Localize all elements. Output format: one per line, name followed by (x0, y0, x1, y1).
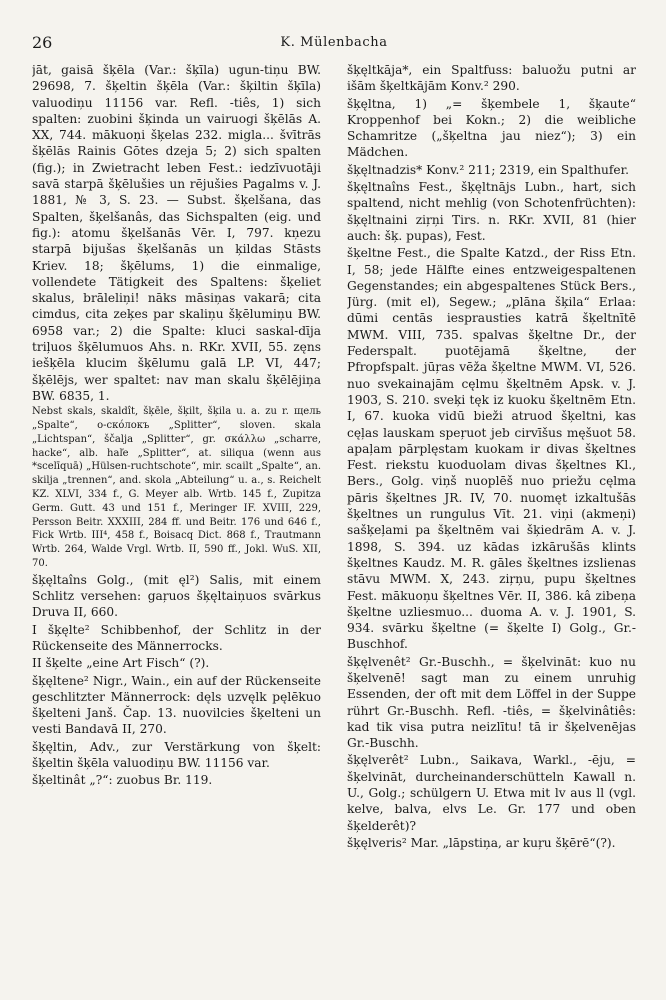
dictionary-entry: šķęltaîns Golg., (mit ęl²) Salis, mit einem Schlitz versehen: gaŗuos šķęltaiņuos svārkus Druva II, 660. (32, 572, 321, 620)
dictionary-entry: šķęltkāja*, ein Spaltfuss: baluožu putni ar išām šķeltkājām Konv.² 290. (347, 63, 636, 94)
dictionary-entry: šķęlveris² Mar. „lāpstiņa, ar kuŗu šķērē“(?). (347, 835, 616, 850)
dictionary-entry: šķęlvenêt² Gr.-Buschh., = šķelvināt: kuo nu šķelvenē! sagt man zu einem unruhig Essenden, der oft mit dem Löffel in der Suppe rührt Gr.-Buschh. Refl. -tiês, = šķelvinâtiês: kad tik visa putra neizlītu! tā ir šķelvenējas Gr.-Buschh. (347, 654, 636, 751)
dictionary-entry: I šķęlte² Schibbenhof, der Schlitz in der Rückenseite des Männerrocks. (32, 622, 321, 653)
page-header (32, 30, 636, 54)
left-column (32, 62, 321, 990)
page-body (32, 62, 636, 990)
dictionary-entry: šķęltna, 1) „= šķembele 1, šķaute“ Kroppenhof bei Kokn.; 2) die weibliche Schamritze („šķeltna jau niez“); 3) ein Mädchen. (347, 96, 636, 160)
dictionary-entry: šķeltne Fest., die Spalte Katzd., der Riss Etn. I, 58; jede Hälfte eines entzweigespaltenen Gegenstandes; ein abgespaltenes Stück Bers., Jürg. (mit el), Segew.; „plāna šķila“ Erlaa: dūmi centās iesprausties katrā šķeltnītē MWM. VIII, 735. spalvas šķeltne Dr., der Federspalt. puotējamā šķeltne, der Pfropfspalt. jūŗas vēža šķeltne MWM. VI, 526. nuo svekainajām cęlmu šķeltnēm Apsk. v. J. 1903, S. 210. sveķi tęk iz kuoku šķeltnēm Etn. I, 67. kuoka vidū bieži atruod šķeltni, kas cęļas lauskam speŗuot jeb cirvīšus męšuot 58. apaļam pārplęstam kuokam ir divas šķeltnes Fest. riekstu kuoduolam divas šķeltnes Kl., Bers., Golg. viņš nuoplēš nuo priežu cęlma pāris šķeltnes JR. IV, 70. nuomęt izkaltušās šķeltnes un rungulus Vīt. 21. viņi (akmeņi) sašķeļami pa šķeltnēm vai šķiedrām A. v. J. 1898, S. 394. uz kādas izkārušās klints šķeltnes Kaudz. M. R. gāles šķeltnes izslienas stāvu MWM. X, 243. ziŗņu, pupu šķeltnes Fest. mākuoņu šķeltnes Vēr. II, 386. kâ zibeņa šķeltne uzliesmuo... duoma A. v. J. 1901, S. 934. svārku šķeltne (= šķelte I) Golg., Gr.-Buschhof. (347, 246, 636, 652)
page-number: 26 (32, 32, 53, 52)
dictionary-entry: šķęltnaîns Fest., šķęltnājs Lubn., hart, sich spaltend, nicht mehlig (von Schotenfrüchten): šķęltnaini ziŗņi Tirs. n. RKr. XVII, 81 (hier auch: šķ. pupas), Fest. (347, 180, 636, 243)
dictionary-entry: šķęlverêt² Lubn., Saikava, Warkl., -ēju, = šķelvināt, durcheinanderschütteln Kawall n. U., Golg.; schülgern U. Etwa mit lv aus ll (vgl. kelve, balva, elvs Le. Gr. 177 und oben šķelderêt)? (347, 753, 636, 833)
right-column (347, 62, 636, 990)
dictionary-entry: II šķelte „eine Art Fisch“ (?). (32, 656, 210, 671)
dictionary-entry: šķęltnadzis* Konv.² 211; 2319, ein Spalthufer. (347, 162, 629, 177)
dictionary-entry: Nebst skals, skaldît, šķēle, šķilt, šķila u. a. zu r. щель „Spalte“, о-скóлокъ „Splitter“, sloven. skala „Lichtspan“, ščalja „Splitter“, gr. σκάλλω „scharre, hacke“, alb. haľe „Splitter“, at. siliqua (wenn aus *scelīquā) „Hülsen-ruchtschote“, mir. scailt „Spalte“, an. skilja „trennen“, and. skola „Abteilung“ u. a., s. Reichelt KZ. XLVI, 334 f., G. Meyer alb. Wrtb. 145 f., Zupitza Germ. Gutt. 43 und 151 f., Meringer IF. XVIII, 229, Persson Beitr. XXXIII, 284 ff. und Beitr. 176 und 646 f., Fick Wrtb. III⁴, 458 f., Boisacq Dict. 868 f., Trautmann Wrtb. 264, Walde Vrgl. Wrtb. II, 590 ff., Jokl. WuS. XII, 70. (32, 406, 321, 569)
running-head: K. Mülenbacha (280, 34, 388, 50)
dictionary-entry: šķęltin, Adv., zur Verstärkung von šķelt: šķeltin šķēla valuodiņu BW. 11156 var. (32, 739, 321, 771)
dictionary-entry: šķęltene² Nigr., Wain., ein auf der Rückenseite geschlitzter Männerrock: dęls uzvęlk pęlēkuo šķelteni Janš. Čap. 13. nuovilcies šķelteni un vesti Bandavā II, 270. (32, 673, 321, 737)
dictionary-entry: šķeltinât „?“: zuobus Br. 119. (32, 773, 213, 788)
dictionary-entry: jāt, gaisā šķēla (Var.: šķīla) ugun-tiņu BW. 29698, 7. šķeltin šķēla (Var.: šķiltin šķīla) valuodiņu 11156 var. Refl. -tiês, 1) sich spalten: zuobini šķinda un vairuogi šķēlās A. XX, 744. mākuoņi šķelas 232. migla... švītrās šķēlās Rainis Gōtes dzeja 5; 2) sich spalten (fig.); in Zwietracht leben Fest.: iedzīvuotāji savā starpā šķēlušies un rējušies Pagalms v. J. 1881, № 3, S. 23. — Subst. šķelšana, das Spalten, šķelšanâs, das Sichspalten (eig. und fig.): atomu šķelšanās Vēr. I, 797. kņezu starpā bijušas šķelšanās un ķildas Stāsts Kriev. 18; šķēlums, 1) die einmalige, vollendete Tätigkeit des Spaltens: šķeliet skalus, brāleliņi! nāks māsiņas vakarā; cita cimdus, cita zeķes par skaliņu šķēlumiņu BW. 6958 var.; 2) die Spalte: kluci saskal-dīja triļuos šķēlumuos Ahs. n. RKr. XVII, 55. zęns iešķēla klucim šķēlumu galā LP. VI, 447; šķēlējs, wer spaltet: nav man skalu šķēlējiņa BW. 6835, 1. (32, 63, 321, 403)
